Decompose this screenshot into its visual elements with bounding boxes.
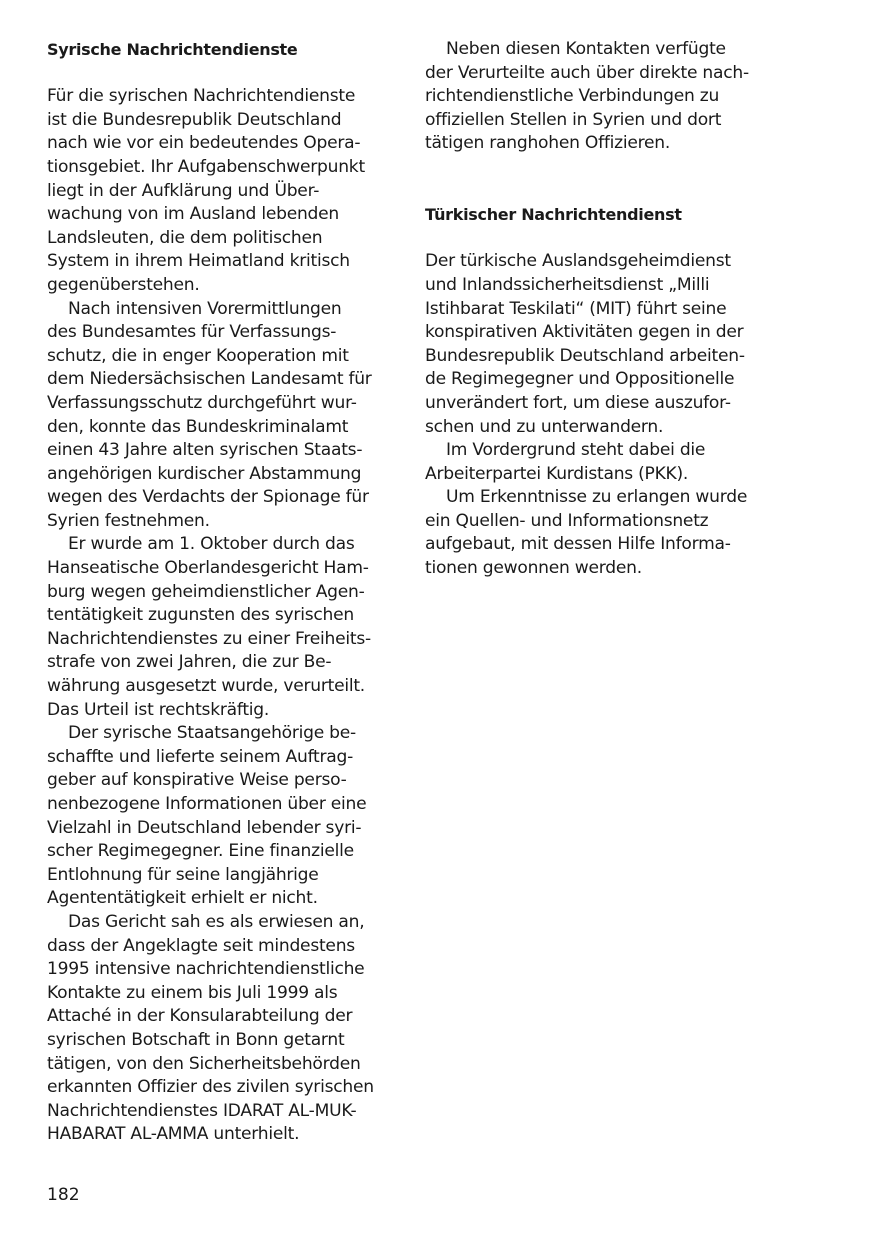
text-line: nenbezogene Informationen über eine [47,794,367,814]
section-heading-turkey: Türkischer Nachrichtendienst [425,205,682,225]
text-line: schutz, die in enger Kooperation mit [47,345,349,366]
text-line: dass der Angeklagte seit mindestens [47,935,355,956]
text-line: Kontakte zu einem bis Juli 1999 als [47,982,338,1003]
text-line: wegen des Verdachts der Spionage für [47,487,369,508]
text-line: Der syrische Staatsangehörige be- [68,723,356,744]
text-line: Hanseatische Oberlandesgericht Ham- [47,558,369,579]
text-line: richtendienstliche Verbindungen zu [425,86,720,107]
text-line: tentätigkeit zugunsten des syrischen [47,605,354,626]
text-line: scher Regimegegner. Eine finanzielle [47,841,354,862]
text-line: einen 43 Jahre alten syrischen Staats- [47,440,363,461]
text-line: Vielzahl in Deutschland lebender syri- [47,817,362,838]
text-line: tionen gewonnen werden. [425,558,642,579]
text-line: Nachrichtendienstes zu einer Freiheits- [47,628,371,649]
text-line: der Verurteilte auch über direkte nach- [425,62,749,83]
text-line: Nachrichtendienstes IDARAT AL-MUK- [47,1100,357,1121]
text-line: 1995 intensive nachrichtendienstliche [47,959,365,980]
text-line: HABARAT AL-AMMA unterhielt. [47,1124,300,1145]
text-line: Arbeiterpartei Kurdistans (PKK). [425,463,689,484]
text-line: strafe von zwei Jahren, die zur Be- [47,652,332,673]
paragraph [47,298,397,534]
text-line: tionsgebiet. Ihr Aufgabenschwerpunkt [47,156,365,177]
text-line: Attaché in der Konsularabteilung der [47,1006,353,1027]
paragraph [425,439,775,486]
text-line: Der türkische Auslandsgeheimdienst [425,251,731,272]
text-line: liegt in der Aufklärung und Über- [47,180,320,201]
paragraph [47,911,397,1147]
text-line: Nach intensiven Vorermittlungen [68,298,342,319]
text-line: angehörigen kurdischer Abstammung [47,463,362,484]
paragraph [425,250,775,439]
text-line: unverändert fort, um diese auszufor- [425,392,731,413]
text-line: de Regimegegner und Oppositionelle [425,369,735,390]
spacer [425,156,775,203]
text-line: Das Gericht sah es als erwiesen an, [68,911,365,932]
text-line: Um Erkenntnisse zu erlangen wurde [446,487,748,508]
text-line: tätigen, von den Sicherheitsbehörden [47,1053,361,1074]
right-column [425,38,775,581]
text-line: syrischen Botschaft in Bonn getarnt [47,1029,345,1050]
text-line: Neben diesen Kontakten verfügte [446,39,726,59]
text-line: des Bundesamtes für Verfassungs- [47,322,337,343]
text-line: und Inlandssicherheitsdienst „Milli [425,274,710,295]
paragraph [47,533,397,722]
text-line: offiziellen Stellen in Syrien und dort [425,109,722,130]
text-line: schen und zu unterwandern. [425,416,664,437]
page-number: 182 [47,1185,80,1205]
text-line: burg wegen geheimdienstlicher Agen- [47,581,365,602]
text-line: ein Quellen- und Informationsnetz [425,510,709,531]
text-line: Agententätigkeit erhielt er nicht. [47,888,318,909]
text-line: System in ihrem Heimatland kritisch [47,251,350,272]
text-line: nach wie vor ein bedeutendes Opera- [47,133,361,154]
left-column [47,38,397,1147]
text-line: den, konnte das Bundeskriminalamt [47,416,349,437]
section-heading-syria: Syrische Nachrichtendienste [47,40,298,59]
text-line: konspirativen Aktivitäten gegen in der [425,322,744,343]
text-line: Entlohnung für seine langjährige [47,864,319,885]
text-line: gegenüberstehen. [47,274,200,295]
text-line: Bundesrepublik Deutschland arbeiten- [425,345,745,366]
text-line: wachung von im Ausland lebenden [47,204,340,225]
text-line: währung ausgesetzt wurde, verurteilt. [47,676,365,697]
text-line: Verfassungsschutz durchgeführt wur- [47,392,357,413]
text-line: Istihbarat Teskilati“ (MIT) führt seine [425,298,727,319]
text-line: Landsleuten, die dem politischen [47,227,323,248]
paragraph [47,722,397,911]
text-line: tätigen ranghohen Offizieren. [425,133,671,154]
text-line: Syrien festnehmen. [47,510,210,531]
spacer [47,62,397,86]
paragraph [47,85,397,297]
paragraph [425,38,775,156]
text-line: geber auf konspirative Weise perso- [47,770,347,791]
text-line: aufgebaut, mit dessen Hilfe Informa- [425,534,731,555]
text-line: Für die syrischen Nachrichtendienste [47,86,356,107]
paragraph [425,486,775,580]
spacer [425,227,775,251]
text-line: erkannten Offizier des zivilen syrischen [47,1077,374,1098]
text-line: dem Niedersächsischen Landesamt für [47,369,372,390]
text-line: ist die Bundesrepublik Deutschland [47,109,342,130]
text-line: Im Vordergrund steht dabei die [446,440,706,461]
text-line: schaffte und lieferte seinem Auftrag- [47,746,354,767]
text-line: Das Urteil ist rechtskräftig. [47,699,270,720]
text-line: Er wurde am 1. Oktober durch das [68,534,355,555]
